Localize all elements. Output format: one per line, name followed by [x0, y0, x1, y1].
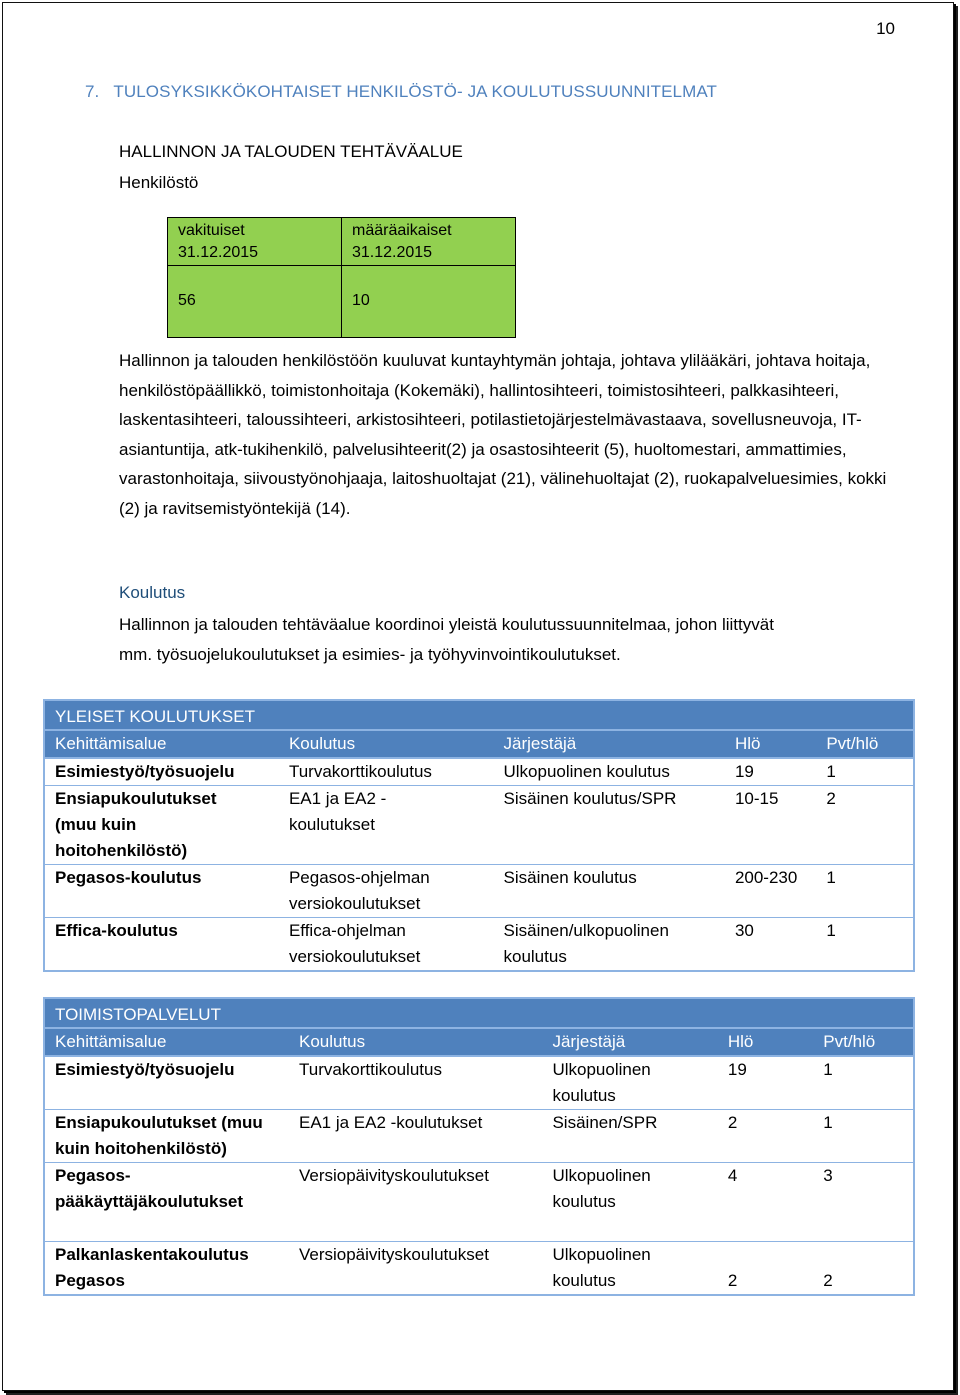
- table-row: [44, 1242, 914, 1296]
- chapter-number: 7.: [85, 82, 100, 101]
- table-row: [44, 1163, 914, 1242]
- table-cell: Effica-koulutus: [55, 921, 178, 940]
- chapter-title: TULOSYKSIKKÖKOHTAISET HENKILÖSTÖ- JA KOULUTUSSUUNNITELMAT: [113, 82, 718, 101]
- column-header: Koulutus: [279, 730, 494, 758]
- staff-count-table: [167, 217, 516, 338]
- table-cell: Turvakorttikoulutus: [288, 762, 432, 781]
- office-services-title: TOIMISTOPALVELUT: [44, 998, 914, 1028]
- table-cell: Ulkopuolinen koulutus: [503, 762, 670, 781]
- table-cell: Effica-ohjelman versiokoulutukset: [288, 921, 421, 966]
- general-trainings-table: [43, 699, 915, 972]
- table-cell: 4: [727, 1166, 738, 1185]
- table-cell: Ensiapukoulutukset (muu kuin hoitohenkilöstö): [55, 1113, 263, 1158]
- subsection-title: Henkilöstö: [119, 173, 199, 192]
- table-cell: 1: [826, 762, 836, 781]
- column-header: Järjestäjä: [542, 1028, 717, 1056]
- table-cell: EA1 ja EA2 - koulutukset: [288, 789, 387, 834]
- column-header: Hlö: [725, 730, 816, 758]
- table-cell: Sisäinen koulutus: [503, 868, 637, 887]
- temporary-label: määräaikaiset: [352, 222, 452, 239]
- column-header: Pvt/hlö: [816, 730, 914, 758]
- column-header: Kehittämisalue: [44, 730, 279, 758]
- table-cell: Esimiestyö/työsuojelu: [55, 1060, 235, 1079]
- training-paragraph: [119, 610, 899, 669]
- table-cell: 10-15: [734, 789, 779, 808]
- column-header: Pvt/hlö: [813, 1028, 914, 1056]
- table-row: [44, 1056, 914, 1110]
- table-cell: Esimiestyö/työsuojelu: [55, 762, 235, 781]
- section-title: HALLINNON JA TALOUDEN TEHTÄVÄALUE: [119, 142, 463, 161]
- table-cell: 1: [826, 921, 836, 940]
- staff-temporary-header: [342, 218, 516, 266]
- table-row: [44, 758, 914, 786]
- table-cell: 19: [734, 762, 754, 781]
- table-cell: Ulkopuolinen koulutus: [552, 1166, 651, 1211]
- temporary-date: 31.12.2015: [352, 243, 433, 261]
- table-cell: Sisäinen/ulkopuolinen koulutus: [503, 921, 669, 966]
- table-cell: 200-230: [734, 868, 798, 887]
- table-cell: 2: [727, 1271, 738, 1290]
- training-paragraph-line1: Hallinnon ja talouden tehtäväalue koordinoi yleistä koulutussuunnitelmaa, johon liittyvät: [119, 615, 774, 634]
- table-cell: EA1 ja EA2 -koulutukset: [298, 1113, 483, 1132]
- table-cell: 30: [734, 921, 754, 940]
- table-cell: Pegasos-pääkäyttäjäkoulutukset: [55, 1166, 244, 1211]
- table-cell: 1: [826, 868, 836, 887]
- table-cell: 3: [823, 1166, 833, 1185]
- document-page: [2, 2, 954, 1391]
- column-header: Koulutus: [289, 1028, 542, 1056]
- table-cell: Versiopäivityskoulutukset: [298, 1245, 489, 1264]
- table-cell: Pegasos-ohjelman versiokoulutukset: [288, 868, 430, 913]
- table-cell: 19: [727, 1060, 747, 1079]
- permanent-label: vakituiset: [178, 222, 245, 239]
- staff-paragraph: Hallinnon ja talouden henkilöstöön kuuluvat kuntayhtymän johtaja, johtava ylilääkäri, johtava hoitaja, henkilöstöpäällikkö, toimistonhoitaja (Kokemäki), hallintosihteeri, toimistosihteeri, palkkasihteeri, laskentasihteeri, taloussihteeri, arkistosihteeri, potilastietojärjestelmävastaava, sovellusneuvoja, IT-asiantuntija, atk-tukihenkilö, palvelusihteerit(2) ja osastosihteerit (5), huoltomestari, ammattimies, varastonhoitaja, siivoustyönohjaaja, laitoshuoltajat (21), välinehuoltajat (2), ruokapalveluesimies, kokki (2) ja ravitsemistyöntekijä (14).: [119, 351, 887, 518]
- table-cell: Pegasos-koulutus: [55, 868, 202, 887]
- table-row: [44, 918, 914, 972]
- staff-permanent-header: [168, 218, 342, 266]
- general-trainings-title: YLEISET KOULUTUKSET: [44, 700, 914, 730]
- table-cell: Palkanlaskentakoulutus Pegasos: [55, 1245, 249, 1290]
- table-cell: Turvakorttikoulutus: [298, 1060, 442, 1079]
- table-cell: 2: [826, 789, 836, 808]
- table-cell: Sisäinen koulutus/SPR: [503, 789, 677, 808]
- training-paragraph-line2: mm. työsuojelukoulutukset ja esimies- ja työhyvinvointikoulutukset.: [119, 644, 621, 664]
- office-services-table: [43, 997, 915, 1296]
- table-cell: 1: [823, 1060, 833, 1079]
- table-cell: 2: [823, 1271, 833, 1290]
- table-row: [44, 1110, 914, 1163]
- table-cell: Ulkopuolinen koulutus: [552, 1060, 651, 1105]
- table-cell: Ensiapukoulutukset (muu kuin hoitohenkilöstö): [55, 789, 217, 860]
- training-heading: Koulutus: [119, 583, 186, 602]
- column-header: Hlö: [718, 1028, 813, 1056]
- table-cell: 1: [823, 1113, 833, 1132]
- page-number: 10: [876, 19, 895, 38]
- table-cell: Ulkopuolinen koulutus: [552, 1245, 651, 1290]
- column-header: Kehittämisalue: [44, 1028, 289, 1056]
- temporary-count: 10: [342, 266, 516, 338]
- table-cell: 2: [727, 1113, 738, 1132]
- table-cell: Sisäinen/SPR: [552, 1113, 658, 1132]
- column-header: Järjestäjä: [494, 730, 725, 758]
- table-row: [44, 786, 914, 865]
- permanent-count: 56: [168, 266, 342, 338]
- permanent-date: 31.12.2015: [178, 243, 259, 261]
- table-cell: Versiopäivityskoulutukset: [298, 1166, 489, 1185]
- chapter-heading: [85, 82, 717, 102]
- table-row: [44, 865, 914, 918]
